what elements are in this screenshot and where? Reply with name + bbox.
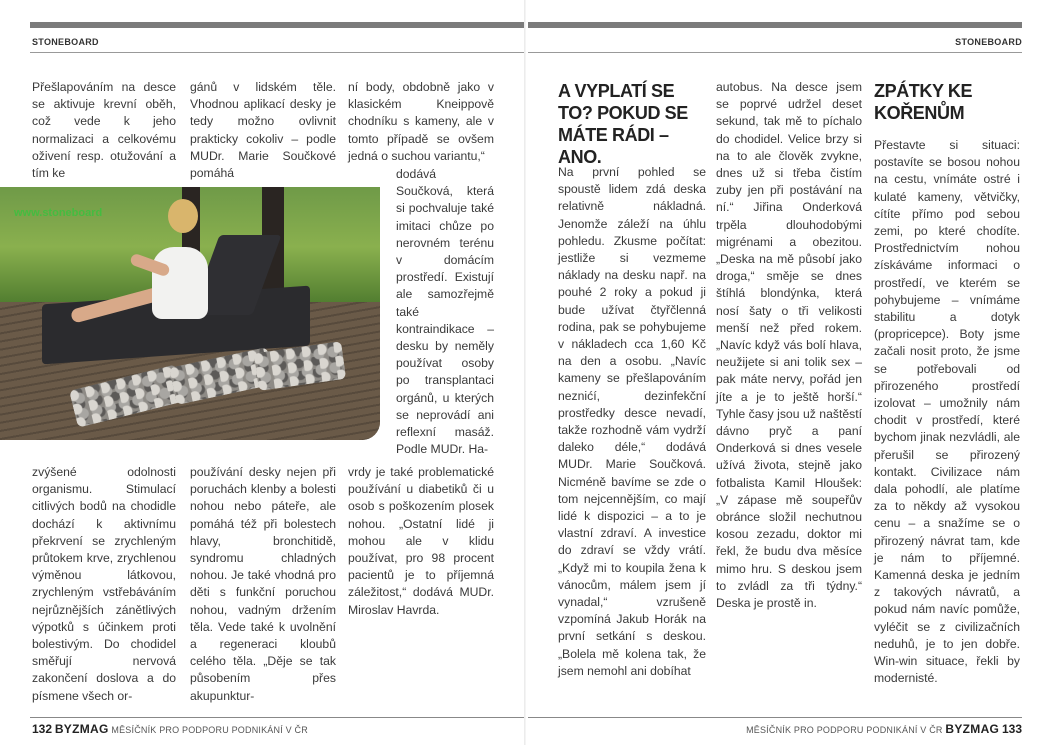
product-photo (0, 187, 380, 440)
right-column-2 (716, 79, 862, 612)
paragraph: vrdy je také problematické používání u diabetiků či u osob s poškozením plosek nohou. „Ostatní lidé ji mohou ale v klidu používat, pro 98 procent pacientů je to příjemná záležitost,“ dodává MUDr. Miroslav Havrda. (348, 465, 494, 617)
paragraph: autobus. Na desce jsem se poprvé udržel deset sekund, tak mě to píchalo do chodidel. Velice brzy si na to ale člověk zvykne, dnes už si třeba čistím zuby jen při postávání na ní.“ Jiřina Onderková trpěla dlouhodobými migrénami a obezitou. „Deska na mě působí jako droga,“ směje se dnes štíhlá blondýnka, která nosí šaty o tři velikosti menší než před rokem. „Navíc když vás bolí hlava, neužijete si ani tolik sex – pak máte nervy, pořád jen jíte a je to ještě horší.“ Tyhle časy jsou už naštěstí dávno pryč a paní Onderková si dnes vesele užívá života, stejně jako fotbalista Kamil Hloušek: „V zápase mě soupeřův obránce složil nechutnou kosou zezadu, doktor mi řekl, že budu dva měsíce mimo hru. S deskou jsem to zvládl za tři týdny.“ Deska je prostě in. (716, 80, 862, 611)
column-1-bottom (32, 464, 176, 705)
running-head: STONEBOARD (955, 37, 1022, 47)
tagline: MĚSÍČNÍK PRO PODPORU PODNIKÁNÍ V ČR (111, 725, 308, 735)
column-2-bottom (190, 464, 336, 705)
paragraph: ní body, obdobně jako v klasickém Kneippově chodníku s kameny, ale v tomto případě se ovšem jedná o suchou variantu,“ (348, 80, 494, 163)
paragraph: gánů v lidském těle. Vhodnou aplikací desky je tedy možno ovlivnit prakticky cokoliv – podle MUDr. Marie Součkové pomáhá (190, 80, 336, 181)
right-page (526, 0, 1052, 745)
paragraph: zvýšené odolnosti organismu. Stimulací citlivých bodů na chodidle dochází k aktivnímu překrvení se zrychleným průtokem krve, zrychlenou výměnou látkovou, zrychleným vstřebáváním nejrůznějších zánětlivých výpotků s účinkem proti bolestivým. Do chodidel směřují nervová zakončení doslova a do písmene všech or- (32, 465, 176, 703)
running-head: STONEBOARD (32, 37, 99, 47)
paragraph: Na první pohled se spoustě lidem zdá deska relativně nákladná. Jenomže záleží na úhlu pohledu. Zkusme počítat: jestliže si vezmeme náklady na desku např. na pouhé 2 roky a pokud ji bude užívat čtyřčlenná rodina, pak se pohybujeme v nákladech cca 1,60 Kč na den a osobu. „Navíc kameny se přešlapováním neznićí, dezinfekční prostředky desce nevadí, takže rozhodně vám vydrží daleko déle,“ dodává MUDr. Marie Součková. Nicméně bavíme se zde o tom nejcennějším, co mají lidé k dispozici – a to je vlastní zdraví. A investice do zdraví se vždy vrátí. „Když mi to koupila žena k vánocům, málem jsem jí vynadal,“ vzrušeně vzpomíná Jakub Horák na první setkání s deskou. „Bolela mě kolena tak, že jsem nemohl ani dobíhat (558, 165, 706, 678)
headline-2: ZPÁTKY KE KOŘENŮM (874, 81, 973, 123)
column-2-top (190, 79, 336, 182)
headline-1: A VYPLATÍ SE TO? POKUD SE MÁTE RÁDI – ANO. (558, 81, 688, 167)
footer (746, 722, 1022, 736)
paragraph: Přestavte si situaci: postavíte se bosou nohou na cestu, vnímáte ostré i kulaté kameny, větvičky, cítíte přímo pod sebou zemi, po které chodíte. Prostřednictvím nohou získáváme informaci o prostředí, ve kterém se pohybujeme – vnímáme stabilitu a dotyk (propricepce). Boty jsme začali nosit proto, že jsme se potřebovali od přirozeného prostředí izolovat – umožnily nám chodit v prostředí, které bychom jinak nezvládli, ale přerušil se přirozený kontakt. Civilizace nám dala pohodlí, ale platíme za to někdy až vysokou cenu – a snažíme se o přirozený návrat tam, kde je nám to příjemné. Kamenná deska je jedním z takových návratů, a pokud nám navíc pomůže, vyléčit se z civilizačních neduhů, je to jen dobře. Win-win situace, řekli by modernisté. (874, 138, 1020, 686)
tagline: MĚSÍČNÍK PRO PODPORU PODNIKÁNÍ V ČR (746, 725, 943, 735)
head (168, 199, 198, 233)
right-column-1 (558, 164, 706, 680)
footer (32, 722, 308, 736)
top-bar (528, 22, 1022, 28)
woman-figure (152, 247, 208, 319)
right-column-3 (874, 137, 1020, 688)
paragraph: dodává Součková, která si pochvaluje také imitaci chůze po nerovném terénu v domácím prostředí. Existují ale samozřejmě také kontraindikace – desku by neměly používat osoby po transplantaci orgánů, u kterých se neprovádí ani reflexní masáž. Podle MUDr. Ha- (396, 167, 494, 457)
column-3-wrap (396, 166, 494, 458)
page-number: 133 (1001, 722, 1022, 736)
paragraph: používání desky nejen při poruchách klenby a bolesti nohou nebo páteře, ale pomáhá též při bolestech hlavy, bronchitidě, syndromu chladných nohou. Je také vhodná pro děti s funkční poruchou nohou, vadným držením těla. Vede také k uvolnění a regeneraci kloubů celého těla. „Děje se tak působením přes akupunktur- (190, 465, 336, 703)
column-3-top (348, 79, 494, 165)
footer-rule (30, 717, 524, 718)
photo-watermark: www.stoneboard (14, 207, 103, 219)
brand-name: BYZMAG (54, 722, 109, 736)
top-bar (30, 22, 524, 28)
header-rule (528, 52, 1022, 53)
footer-rule (528, 717, 1022, 718)
brand-name: BYZMAG (945, 722, 1000, 736)
column-1-top (32, 79, 176, 182)
header-rule (30, 52, 524, 53)
page-number: 132 (32, 722, 53, 736)
paragraph: Přešlapováním na desce se aktivuje krevní oběh, což vede k jeho normalizaci a celkovému oživení resp. otužování a tím ke (32, 80, 176, 181)
column-3-bottom (348, 464, 494, 619)
